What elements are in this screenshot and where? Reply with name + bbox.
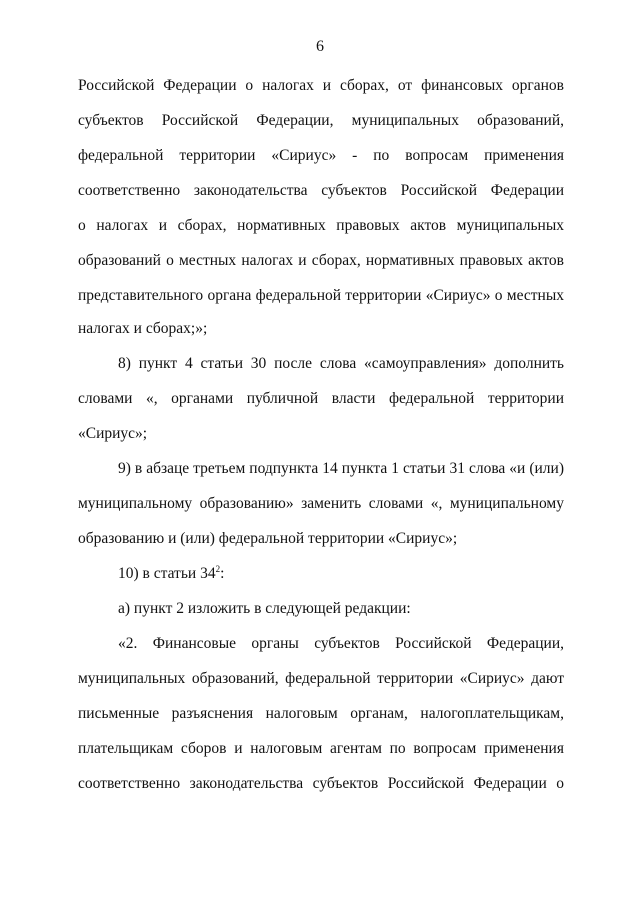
text-line-article-34	[118, 564, 564, 584]
text-line: а) пункт 2 изложить в следующей редакции:	[118, 600, 411, 617]
text-line: плательщикам сборов и налоговым агентам по вопросам применения	[78, 740, 564, 757]
text-line: о налогах и сборах, нормативных правовых актов муниципальных	[78, 217, 564, 234]
article-34-superscript: 2	[215, 564, 221, 574]
text-line: муниципальных образований, федеральной территории «Сириус» дают	[78, 670, 564, 687]
text-line: словами «, органами публичной власти федеральной территории	[78, 390, 564, 407]
text-line: представительного органа федеральной территории «Сириус» о местных	[78, 287, 564, 304]
text-line: соответственно законодательства субъектов Российской Федерации	[78, 182, 564, 199]
text-line: образованию и (или) федеральной территории «Сириус»;	[78, 530, 458, 547]
text-line: налогах и сборах;»;	[78, 320, 208, 337]
text-line: субъектов Российской Федерации, муниципальных образований,	[78, 112, 564, 129]
text-line: соответственно законодательства субъектов Российской Федерации о	[78, 775, 564, 792]
text-line: письменные разъяснения налоговым органам, налогоплательщикам,	[78, 705, 564, 722]
text-line: муниципальному образованию» заменить словами «, муниципальному	[78, 495, 564, 512]
text-line: образований о местных налогах и сборах, нормативных правовых актов	[78, 252, 564, 269]
text-line: «2. Финансовые органы субъектов Российской Федерации,	[118, 635, 564, 652]
text-line: федеральной территории «Сириус» - по вопросам применения	[78, 147, 564, 164]
text-line: 8) пункт 4 статьи 30 после слова «самоуправления» дополнить	[118, 355, 564, 372]
text-line: 9) в абзаце третьем подпункта 14 пункта 1 статьи 31 слова «и (или)	[118, 460, 564, 477]
article-34-text: 10) в статьи 34	[118, 565, 216, 582]
page-number: 6	[316, 38, 324, 55]
text-line: «Сириус»;	[78, 425, 148, 442]
article-34-colon: :	[220, 565, 225, 582]
text-line: Российской Федерации о налогах и сборах, от финансовых органов	[78, 77, 564, 94]
